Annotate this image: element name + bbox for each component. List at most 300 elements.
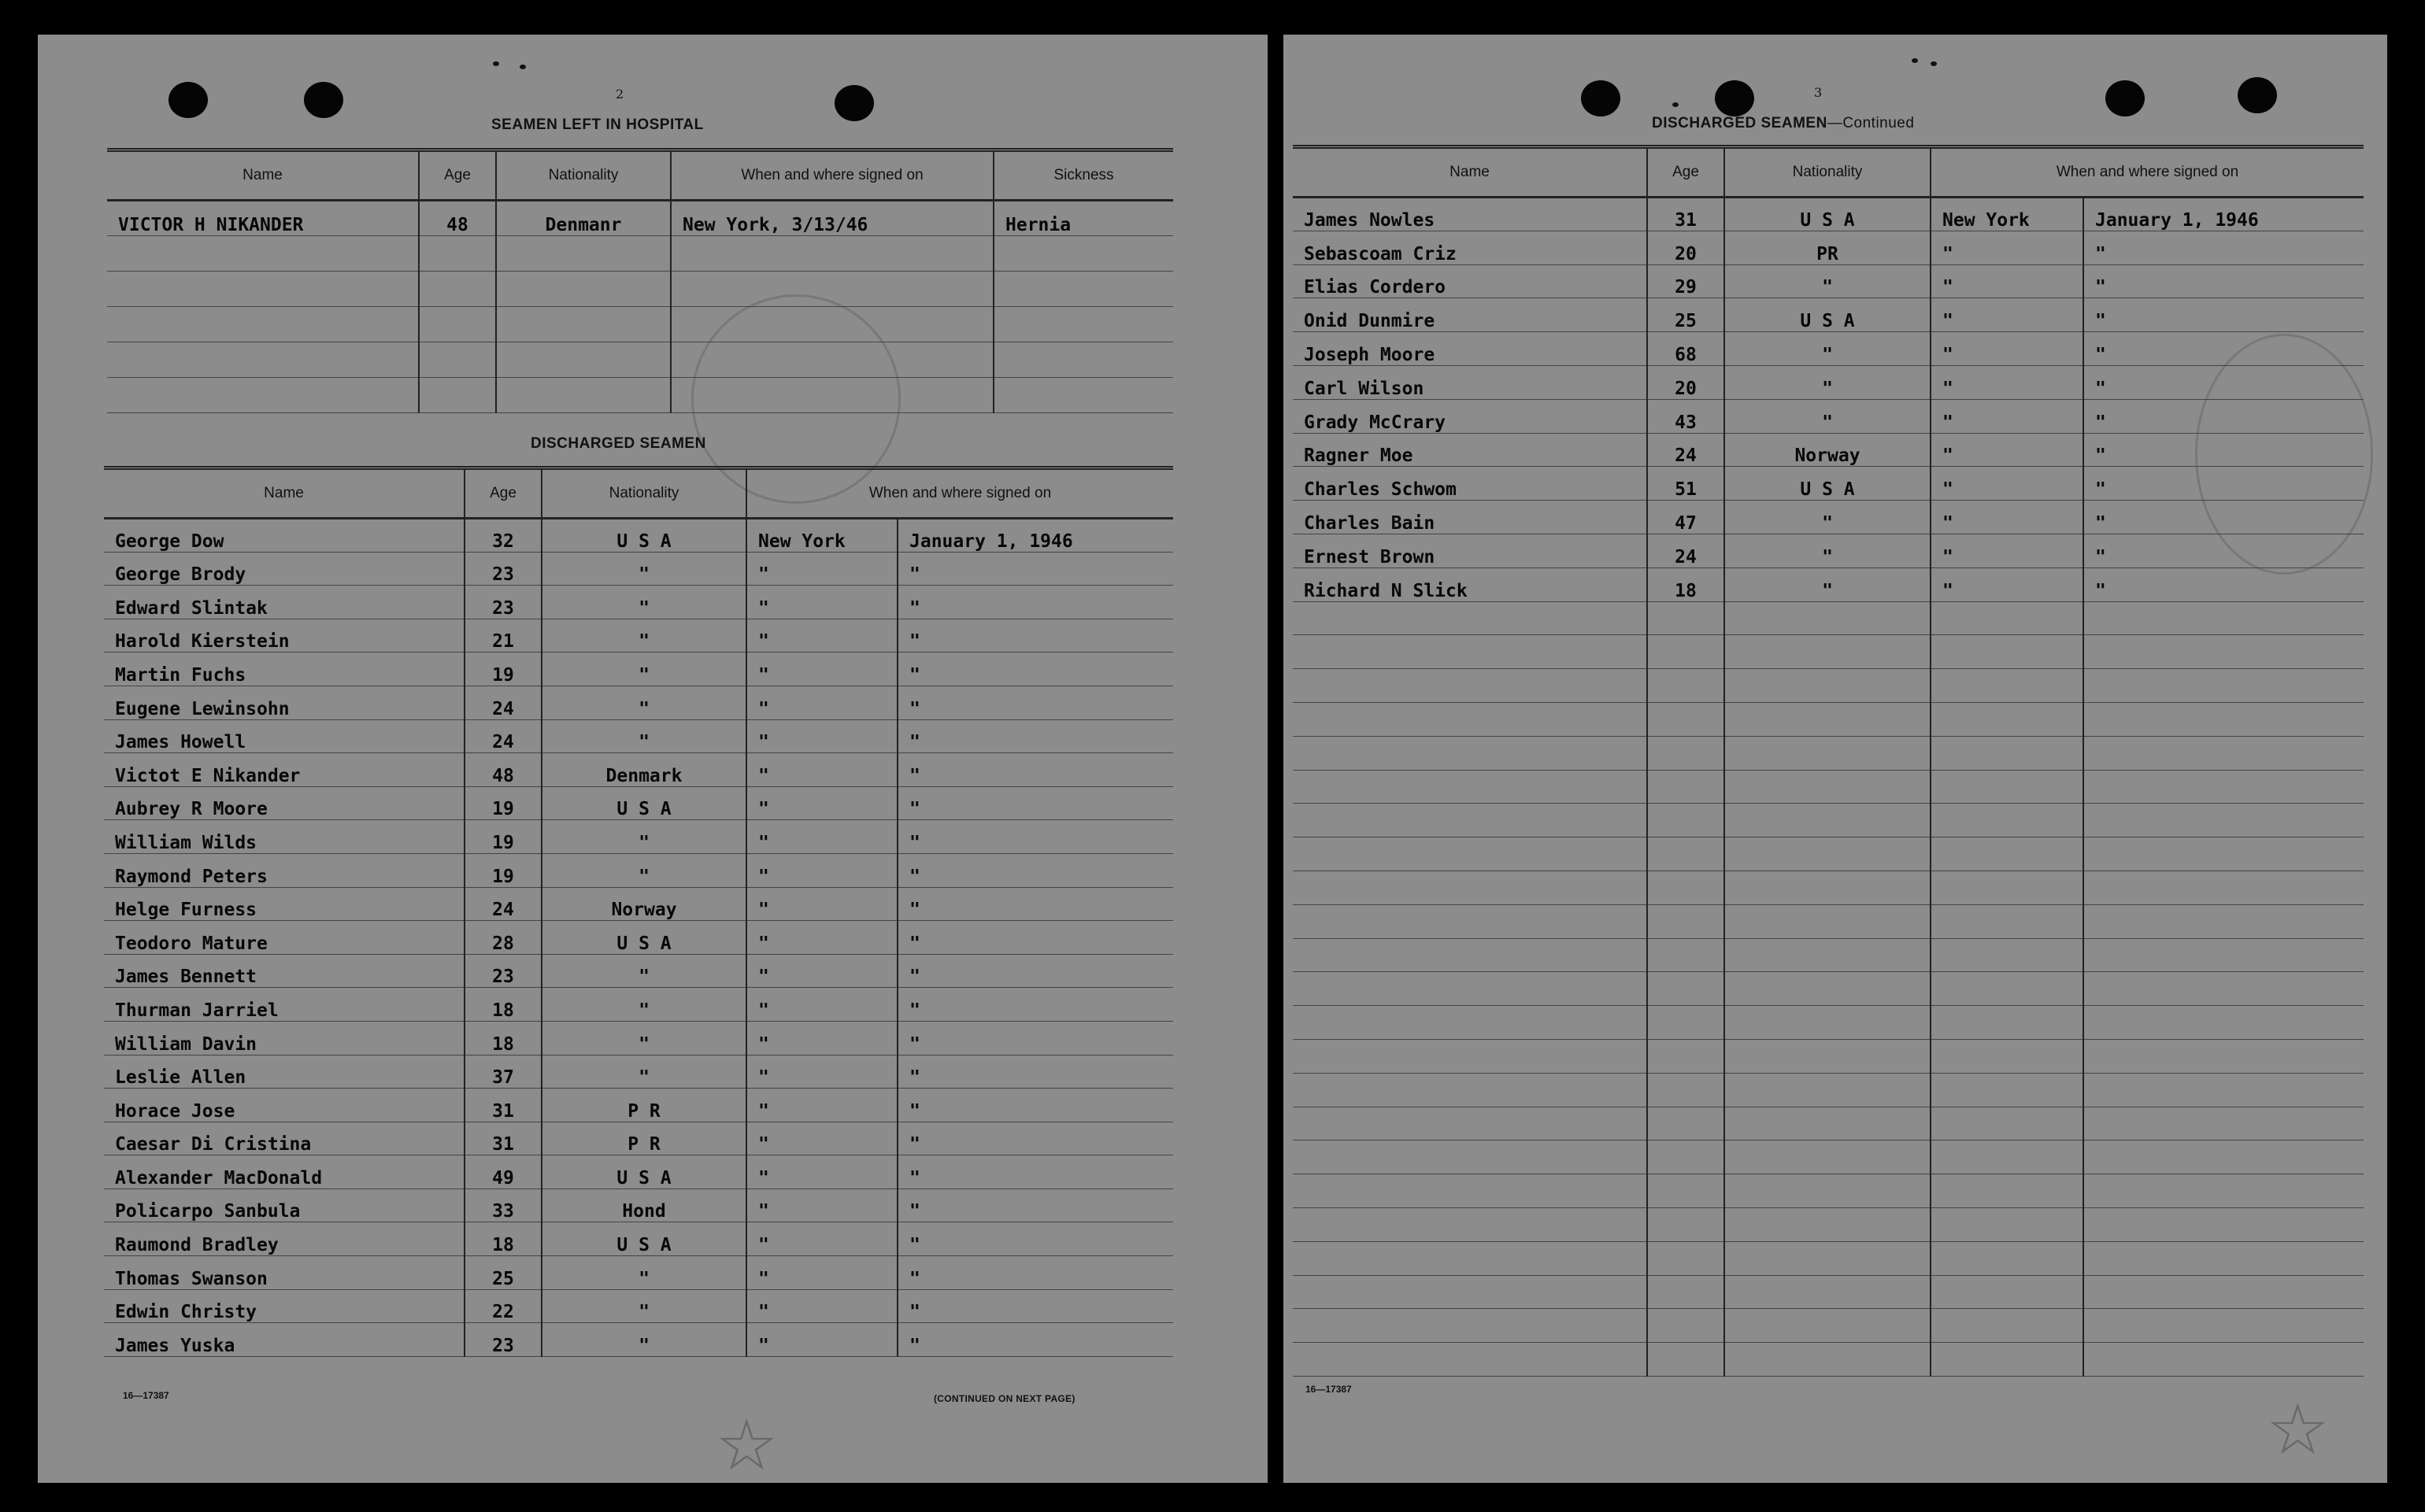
table-cell: 23 [465,954,542,988]
table-cell [671,236,994,272]
table-row [1293,601,2364,635]
table-cell [1724,1343,1931,1377]
table-cell: U S A [1724,198,1931,231]
table-row [1293,1006,2364,1040]
table-cell [1724,837,1931,871]
table-cell: P R [542,1122,746,1155]
punch-hole [2105,80,2145,116]
table-cell [1647,1207,1724,1241]
column-header: Nationality [496,150,671,201]
table-cell [1647,1275,1724,1309]
table-cell [1293,1275,1647,1309]
table-cell [1293,1343,1647,1377]
table-row [1293,567,2364,601]
punch-hole [1715,80,1754,116]
table-cell [1931,702,2083,736]
table-cell: " [1931,567,2083,601]
table-cell [1931,1107,2083,1140]
table-cell: " [542,1256,746,1290]
table-cell: " [898,1089,1173,1122]
table-cell [1724,1006,1931,1040]
table-cell: 25 [465,1256,542,1290]
table-cell: Edwin Christy [104,1289,465,1323]
table-cell [496,307,671,342]
table-cell: William Davin [104,1021,465,1055]
table-cell [1931,736,2083,770]
table-cell: Onid Dunmire [1293,298,1647,332]
table-row [104,519,1173,553]
table-row [1293,501,2364,534]
table-cell: George Dow [104,519,465,553]
table-cell [1293,669,1647,703]
table-cell [2083,601,2364,635]
table-cell: 19 [465,652,542,686]
table-cell: Helge Furness [104,887,465,921]
table-cell: Edward Slintak [104,586,465,619]
table-cell: " [746,586,898,619]
table-cell [1724,904,1931,938]
table-cell [2083,635,2364,669]
table-cell [1724,1039,1931,1073]
table-cell: William Wilds [104,820,465,854]
table-cell [1293,904,1647,938]
table-row [1293,635,2364,669]
table-cell: " [898,887,1173,921]
table-cell [1724,669,1931,703]
table-cell [1931,1039,2083,1073]
table-cell [2083,1207,2364,1241]
continued-section-title [1652,115,1914,132]
table-cell [1724,1073,1931,1107]
table-cell: P R [542,1089,746,1122]
table-cell: " [542,1055,746,1089]
table-cell: Joseph Moore [1293,332,1647,366]
table-cell: " [1931,298,2083,332]
table-cell: " [1931,501,2083,534]
table-cell [1931,601,2083,635]
table-cell: January 1, 1946 [2083,198,2364,231]
table-cell [1724,736,1931,770]
table-cell: U S A [542,921,746,955]
page-number: 2 [616,87,624,102]
table-cell: 24 [1647,534,1724,567]
table-cell: James Yuska [104,1323,465,1357]
table-cell [671,307,994,342]
punch-hole [835,85,874,121]
scanned-document [38,35,2387,1483]
table-cell [1931,1006,2083,1040]
table-cell [1647,1107,1724,1140]
table-row [104,652,1173,686]
table-cell: " [746,921,898,955]
table-row [1293,972,2364,1006]
table-row [1293,1207,2364,1241]
table-cell: 24 [465,887,542,921]
page-fold [1268,35,1283,1483]
table-cell: " [746,820,898,854]
table-cell [1724,871,1931,904]
table-cell [1931,1309,2083,1343]
speck [1672,102,1679,107]
table-cell [1647,1140,1724,1174]
table-cell: " [1931,433,2083,467]
table-cell [107,342,419,378]
table-cell [1647,837,1724,871]
table-row [107,201,1173,236]
table-cell: 31 [465,1089,542,1122]
table-cell: " [746,1089,898,1122]
table-cell: 24 [465,719,542,753]
table-cell [2083,938,2364,972]
column-header: When and where signed on [671,150,994,201]
table-cell: " [746,1055,898,1089]
table-cell [1293,804,1647,837]
table-cell [419,378,496,413]
table-cell: VICTOR H NIKANDER [107,201,419,236]
table-cell [1931,904,2083,938]
table-cell: 18 [465,1222,542,1256]
punch-hole [2238,77,2277,113]
table-cell: 19 [465,786,542,820]
table-row [104,619,1173,652]
table-row [1293,1275,2364,1309]
table-cell [1931,635,2083,669]
table-cell [1293,1073,1647,1107]
table-cell [1931,770,2083,804]
table-row [104,1122,1173,1155]
table-cell [1647,1006,1724,1040]
table-cell: " [898,1256,1173,1290]
table-cell: 48 [419,201,496,236]
table-cell: Hernia [994,201,1173,236]
table-row [1293,1107,2364,1140]
table-cell: January 1, 1946 [898,519,1173,553]
table-cell [1647,904,1724,938]
table-cell: PR [1724,231,1931,264]
table-cell: 18 [1647,567,1724,601]
table-row [104,1189,1173,1222]
table-row [104,686,1173,719]
table-cell [994,342,1173,378]
table-cell: Norway [542,887,746,921]
table-cell [1293,1309,1647,1343]
table-row [1293,736,2364,770]
table-cell: Policarpo Sanbula [104,1189,465,1222]
table-row [1293,702,2364,736]
table-cell: " [898,853,1173,887]
table-row [104,1323,1173,1357]
table-cell [1931,1343,2083,1377]
table-cell [994,272,1173,307]
table-cell [496,236,671,272]
table-row [107,378,1173,413]
table-cell: " [542,988,746,1022]
table-cell [419,342,496,378]
table-cell [2083,972,2364,1006]
table-cell [1724,1309,1931,1343]
table-cell: " [746,786,898,820]
table-row [1293,332,2364,366]
table-cell [671,272,994,307]
table-cell: " [1724,365,1931,399]
table-cell: Grady McCrary [1293,399,1647,433]
table-cell [1724,1174,1931,1208]
table-cell [1293,1140,1647,1174]
table-cell [1647,770,1724,804]
table-cell [1724,1140,1931,1174]
table-cell: Thurman Jarriel [104,988,465,1022]
form-number: 16—17387 [123,1390,169,1401]
table-cell [2083,702,2364,736]
table-cell [1724,938,1931,972]
table-cell: " [746,887,898,921]
table-cell: " [2083,501,2364,534]
table-cell [1724,702,1931,736]
table-row [1293,231,2364,264]
table-cell [1293,770,1647,804]
table-cell [1293,1006,1647,1040]
table-cell: U S A [542,1155,746,1189]
table-cell: " [898,786,1173,820]
table-cell: 24 [465,686,542,719]
table-cell: " [898,652,1173,686]
table-cell [2083,1275,2364,1309]
table-cell: 25 [1647,298,1724,332]
table-cell: " [898,1122,1173,1155]
table-cell [1647,736,1724,770]
table-row [1293,837,2364,871]
table-cell: George Brody [104,552,465,586]
table-row [1293,1073,2364,1107]
table-cell [2083,871,2364,904]
table-cell: 20 [1647,231,1724,264]
table-cell: " [1724,399,1931,433]
table-cell: 19 [465,820,542,854]
table-cell: 23 [465,1323,542,1357]
table-cell: " [2083,534,2364,567]
table-cell: " [2083,433,2364,467]
table-cell [1931,1241,2083,1275]
table-cell [1647,1309,1724,1343]
table-cell [1293,871,1647,904]
table-cell [1293,1241,1647,1275]
table-cell: Horace Jose [104,1089,465,1122]
column-header: Name [1449,164,1490,180]
table-cell [1647,804,1724,837]
table-cell: " [898,1222,1173,1256]
table-cell: Caesar Di Cristina [104,1122,465,1155]
table-cell: " [2083,567,2364,601]
table-cell [2083,736,2364,770]
table-cell: 20 [1647,365,1724,399]
table-cell [994,236,1173,272]
table-cell: " [746,619,898,652]
table-cell [1724,804,1931,837]
table-row [104,887,1173,921]
table-row [104,1289,1173,1323]
table-cell [1724,1207,1931,1241]
table-cell [1724,1107,1931,1140]
table-cell: " [746,1289,898,1323]
table-cell [1293,1207,1647,1241]
table-cell [1724,601,1931,635]
table-cell: Denmanr [496,201,671,236]
table-cell [994,307,1173,342]
table-cell: Eugene Lewinsohn [104,686,465,719]
table-row [104,1155,1173,1189]
table-cell [2083,1309,2364,1343]
table-row [104,1055,1173,1089]
table-row [104,921,1173,955]
table-cell: 31 [1647,198,1724,231]
table-cell [1293,635,1647,669]
table-cell: 32 [465,519,542,553]
table-cell: " [542,1289,746,1323]
table-row [1293,467,2364,501]
discharged-table-header [1293,147,2364,198]
table-cell: " [746,753,898,787]
table-cell: Norway [1724,433,1931,467]
table-cell: " [1724,567,1931,601]
table-cell: " [746,719,898,753]
table-cell: James Howell [104,719,465,753]
table-row [1293,804,2364,837]
table-cell: 51 [1647,467,1724,501]
table-cell: " [2083,298,2364,332]
table-row [107,307,1173,342]
table-row [104,753,1173,787]
table-cell [1647,871,1724,904]
table-cell [1293,1174,1647,1208]
table-cell: Denmark [542,753,746,787]
table-cell [2083,669,2364,703]
table-cell: U S A [542,519,746,553]
table-cell: " [898,1289,1173,1323]
table-cell [2083,804,2364,837]
table-cell [2083,1140,2364,1174]
column-header: Nationality [542,468,746,519]
table-cell: Martin Fuchs [104,652,465,686]
table-cell: U S A [1724,467,1931,501]
table-cell [2083,1343,2364,1377]
table-cell [1293,972,1647,1006]
table-cell: New York, 3/13/46 [671,201,994,236]
table-cell [1647,601,1724,635]
table-cell: " [898,1055,1173,1089]
table-cell [1293,1107,1647,1140]
table-cell: " [2083,467,2364,501]
discharged-section-title: DISCHARGED SEAMEN [531,435,706,452]
table-row [1293,1309,2364,1343]
table-cell: 68 [1647,332,1724,366]
table-cell: 48 [465,753,542,787]
table-cell [1724,1275,1931,1309]
table-row [104,954,1173,988]
speck [1931,61,1937,66]
table-cell: " [2083,365,2364,399]
table-cell [2083,1241,2364,1275]
table-cell: " [1931,467,2083,501]
table-cell [994,378,1173,413]
punch-hole [168,82,208,118]
table-cell [1931,1174,2083,1208]
table-cell: " [1931,365,2083,399]
table-row [107,236,1173,272]
table-cell [1647,1073,1724,1107]
table-cell [419,307,496,342]
table-cell: " [746,1222,898,1256]
table-cell [1931,1140,2083,1174]
table-cell: 49 [465,1155,542,1189]
table-cell: " [1931,534,2083,567]
star-mark: ☆ [2266,1388,2330,1471]
table-cell: U S A [542,786,746,820]
table-cell: " [542,1021,746,1055]
table-cell: 18 [465,1021,542,1055]
table-cell: " [542,820,746,854]
table-cell: Teodoro Mature [104,921,465,955]
table-row [1293,904,2364,938]
column-header: When and where signed on [1931,147,2364,198]
table-cell: " [746,1323,898,1357]
table-cell: 37 [465,1055,542,1089]
table-cell [1647,635,1724,669]
table-cell: Harold Kierstein [104,619,465,652]
table-cell: " [542,853,746,887]
table-cell: 33 [465,1189,542,1222]
table-cell [1647,1343,1724,1377]
table-cell [107,307,419,342]
table-cell [1724,972,1931,1006]
table-cell: 23 [465,586,542,619]
table-cell [671,378,994,413]
table-cell [2083,1174,2364,1208]
table-cell: " [542,686,746,719]
table-cell [1931,1207,2083,1241]
table-row [1293,365,2364,399]
table-cell: " [898,552,1173,586]
table-cell: Charles Bain [1293,501,1647,534]
column-header: Age [419,150,496,201]
table-cell: New York [746,519,898,553]
table-cell: 22 [465,1289,542,1323]
table-cell: Victot E Nikander [104,753,465,787]
table-cell: " [898,619,1173,652]
table-cell: " [1931,231,2083,264]
discharged-table [104,466,1173,1357]
table-cell: " [898,586,1173,619]
table-row [1293,1241,2364,1275]
table-cell: " [746,552,898,586]
discharged-table-continued [1293,145,2364,1377]
table-cell: " [1931,264,2083,298]
table-row [1293,534,2364,567]
table-cell: James Bennett [104,954,465,988]
form-number: 16—17387 [1305,1384,1352,1395]
table-cell: 24 [1647,433,1724,467]
table-cell [496,342,671,378]
table-cell: " [898,820,1173,854]
table-cell: 21 [465,619,542,652]
table-cell: 28 [465,921,542,955]
table-cell [1931,804,2083,837]
table-cell: " [1724,264,1931,298]
table-cell: Raumond Bradley [104,1222,465,1256]
table-cell [107,272,419,307]
star-mark: ☆ [715,1404,779,1483]
table-row [104,552,1173,586]
table-cell: Thomas Swanson [104,1256,465,1290]
